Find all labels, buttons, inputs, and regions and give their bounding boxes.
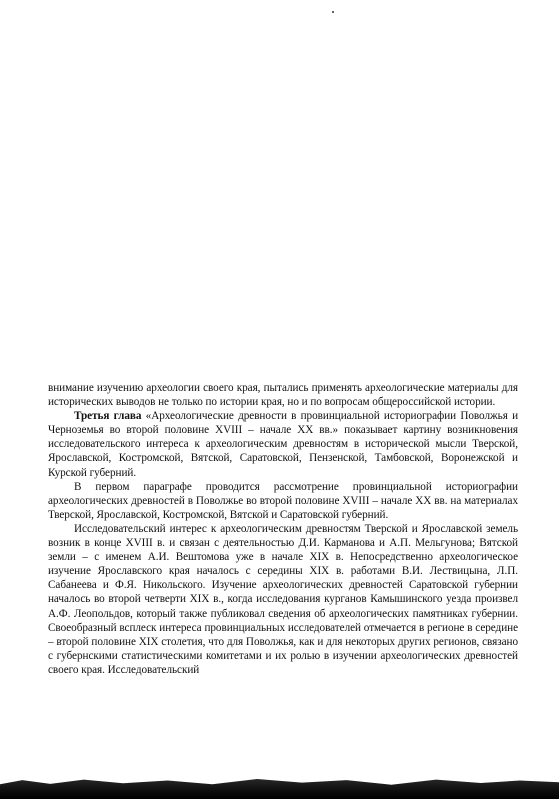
chapter-lead: Третья глава [74, 410, 142, 423]
scan-dark-border [0, 778, 559, 799]
chapter-description: «Археологические древности в провинциальной историографии Поволжья и Черноземья во второй половине XVIII – начале XX вв.» показывает картину возникновения исследовательского интереса к археологическим древностям в исторической мысли Тверской, Ярославской, Костромской, Вятской, Саратовской, Пензенской, Тамбовской, Воронежской и Курской губерний. [48, 410, 519, 479]
paragraph-continuation: внимание изучению археологии своего края, пытались применять археологические материалы для исторических выводов не только по истории края, но и по вопросам общероссийской истории. [48, 382, 518, 409]
paragraph-third-chapter [48, 409, 518, 479]
paragraph-research-interest: Исследовательский интерес к археологическим древностям Тверской и Ярославской земель возник в конце XVIII в. и связан с деятельностью Д.И. Карманова и А.П. Мельгунова; Вятской земли – с именем А.И. Вештомова уже в начале XIX в. Непосредственно археологическое изучение Ярославского края началось с середины XIX в. работами В.И. Лествицына, Л.П. Сабанеева и Ф.Я. Никольского. Изучение археологических древностей Саратовской губернии началось во второй четверти XIX в., когда исследования курганов Камышинского уезда произвел А.Ф. Леопольдов, который также публиковал сведения об археологических памятниках губернии. Своеобразный всплеск интереса провинциальных исследователей отмечается в регионе в середине – второй половине XIX столетия, что для Поволжья, как и для некоторых других регионов, связано с губернскими статистическими комитетами и их ролью в изучении археологических древностей своего края. Исследовательский [48, 522, 518, 676]
scan-speck [332, 11, 334, 13]
scan-bottom-edge [0, 772, 559, 799]
body-text [48, 381, 518, 677]
paragraph-first-section: В первом параграфе проводится рассмотрение провинциальной историографии археологических древностей в Поволжье во второй половине XVIII – начале XX вв. на материалах Тверской, Ярославской, Костромской, Вятской и Саратовской губерний. [48, 480, 518, 521]
